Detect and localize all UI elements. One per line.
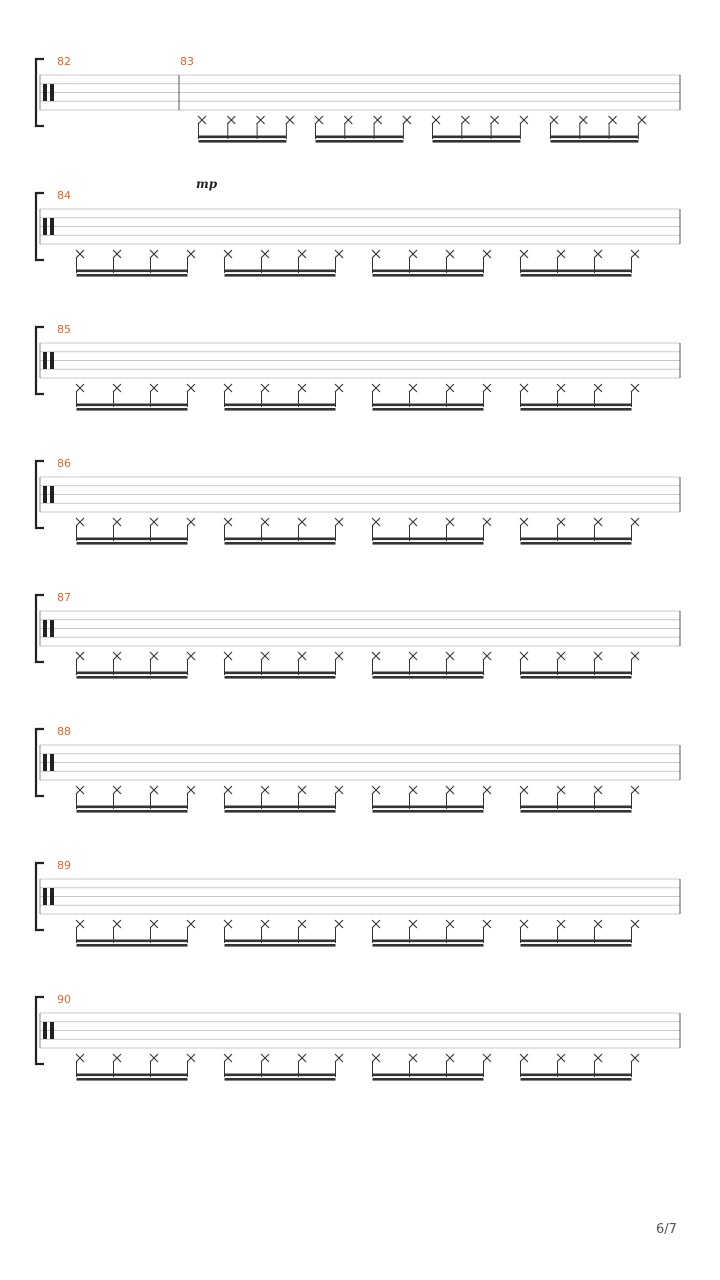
beam-primary xyxy=(373,806,484,809)
beam-primary xyxy=(521,1074,632,1077)
beam-primary xyxy=(199,136,287,139)
beam-secondary xyxy=(225,1078,336,1081)
measure-number: 83 xyxy=(180,55,194,68)
beam-secondary xyxy=(77,542,188,545)
percussion-clef xyxy=(43,754,47,771)
beam-primary xyxy=(225,270,336,273)
measure-number: 90 xyxy=(57,993,71,1006)
beam-primary xyxy=(433,136,521,139)
percussion-clef xyxy=(50,754,54,771)
beam-primary xyxy=(225,1074,336,1077)
beam-primary xyxy=(77,270,188,273)
percussion-clef xyxy=(43,620,47,637)
beam-primary xyxy=(373,538,484,541)
beam-secondary xyxy=(521,810,632,813)
beam-secondary xyxy=(225,274,336,277)
beam-primary xyxy=(521,806,632,809)
beam-secondary xyxy=(521,408,632,411)
percussion-clef xyxy=(43,486,47,503)
beam-secondary xyxy=(373,408,484,411)
beam-primary xyxy=(77,940,188,943)
beam-primary xyxy=(225,940,336,943)
percussion-clef xyxy=(50,888,54,905)
beam-secondary xyxy=(551,140,639,143)
beam-secondary xyxy=(373,274,484,277)
percussion-clef xyxy=(50,1022,54,1039)
beam-primary xyxy=(77,672,188,675)
beam-secondary xyxy=(433,140,521,143)
page-number: 6/7 xyxy=(656,1222,677,1237)
beam-secondary xyxy=(77,1078,188,1081)
measure-number: 89 xyxy=(57,859,71,872)
beam-secondary xyxy=(77,810,188,813)
beam-primary xyxy=(373,940,484,943)
beam-primary xyxy=(521,270,632,273)
beam-secondary xyxy=(521,542,632,545)
beam-secondary xyxy=(77,408,188,411)
percussion-clef xyxy=(50,84,54,101)
beam-secondary xyxy=(373,542,484,545)
beam-secondary xyxy=(373,1078,484,1081)
beam-secondary xyxy=(199,140,287,143)
percussion-clef xyxy=(50,352,54,369)
staff-system xyxy=(36,323,680,411)
percussion-clef xyxy=(50,218,54,235)
dynamic-marking: mp xyxy=(196,177,218,191)
beam-primary xyxy=(316,136,404,139)
percussion-clef xyxy=(43,218,47,235)
beam-primary xyxy=(521,404,632,407)
beam-primary xyxy=(521,538,632,541)
staff-system xyxy=(36,591,680,679)
beam-primary xyxy=(225,806,336,809)
beam-secondary xyxy=(77,944,188,947)
beam-primary xyxy=(77,538,188,541)
percussion-clef xyxy=(43,1022,47,1039)
percussion-clef xyxy=(43,352,47,369)
beam-primary xyxy=(225,672,336,675)
beam-primary xyxy=(373,1074,484,1077)
measure-number: 87 xyxy=(57,591,71,604)
measure-number: 88 xyxy=(57,725,71,738)
beam-primary xyxy=(373,270,484,273)
beam-secondary xyxy=(373,810,484,813)
beam-secondary xyxy=(373,944,484,947)
staff-system xyxy=(36,189,680,277)
beam-primary xyxy=(77,1074,188,1077)
staff-system xyxy=(36,859,680,947)
beam-secondary xyxy=(521,944,632,947)
beam-secondary xyxy=(316,140,404,143)
staff-system xyxy=(36,725,680,813)
beam-primary xyxy=(225,404,336,407)
beam-secondary xyxy=(225,408,336,411)
measure-number: 86 xyxy=(57,457,71,470)
measure-number: 82 xyxy=(57,55,71,68)
beam-secondary xyxy=(77,676,188,679)
percussion-clef xyxy=(43,888,47,905)
beam-secondary xyxy=(373,676,484,679)
beam-secondary xyxy=(521,676,632,679)
percussion-clef xyxy=(50,620,54,637)
beam-primary xyxy=(373,672,484,675)
beam-primary xyxy=(77,806,188,809)
beam-secondary xyxy=(225,542,336,545)
measure-number: 85 xyxy=(57,323,71,336)
beam-secondary xyxy=(225,944,336,947)
beam-primary xyxy=(225,538,336,541)
percussion-clef xyxy=(50,486,54,503)
percussion-clef xyxy=(43,84,47,101)
staff-system xyxy=(36,457,680,545)
staff-system xyxy=(36,993,680,1081)
staff-system xyxy=(36,55,680,191)
measure-number: 84 xyxy=(57,189,71,202)
beam-primary xyxy=(77,404,188,407)
beam-secondary xyxy=(521,1078,632,1081)
beam-primary xyxy=(373,404,484,407)
beam-primary xyxy=(521,672,632,675)
beam-primary xyxy=(551,136,639,139)
beam-secondary xyxy=(521,274,632,277)
beam-secondary xyxy=(225,810,336,813)
beam-secondary xyxy=(77,274,188,277)
beam-primary xyxy=(521,940,632,943)
beam-secondary xyxy=(225,676,336,679)
